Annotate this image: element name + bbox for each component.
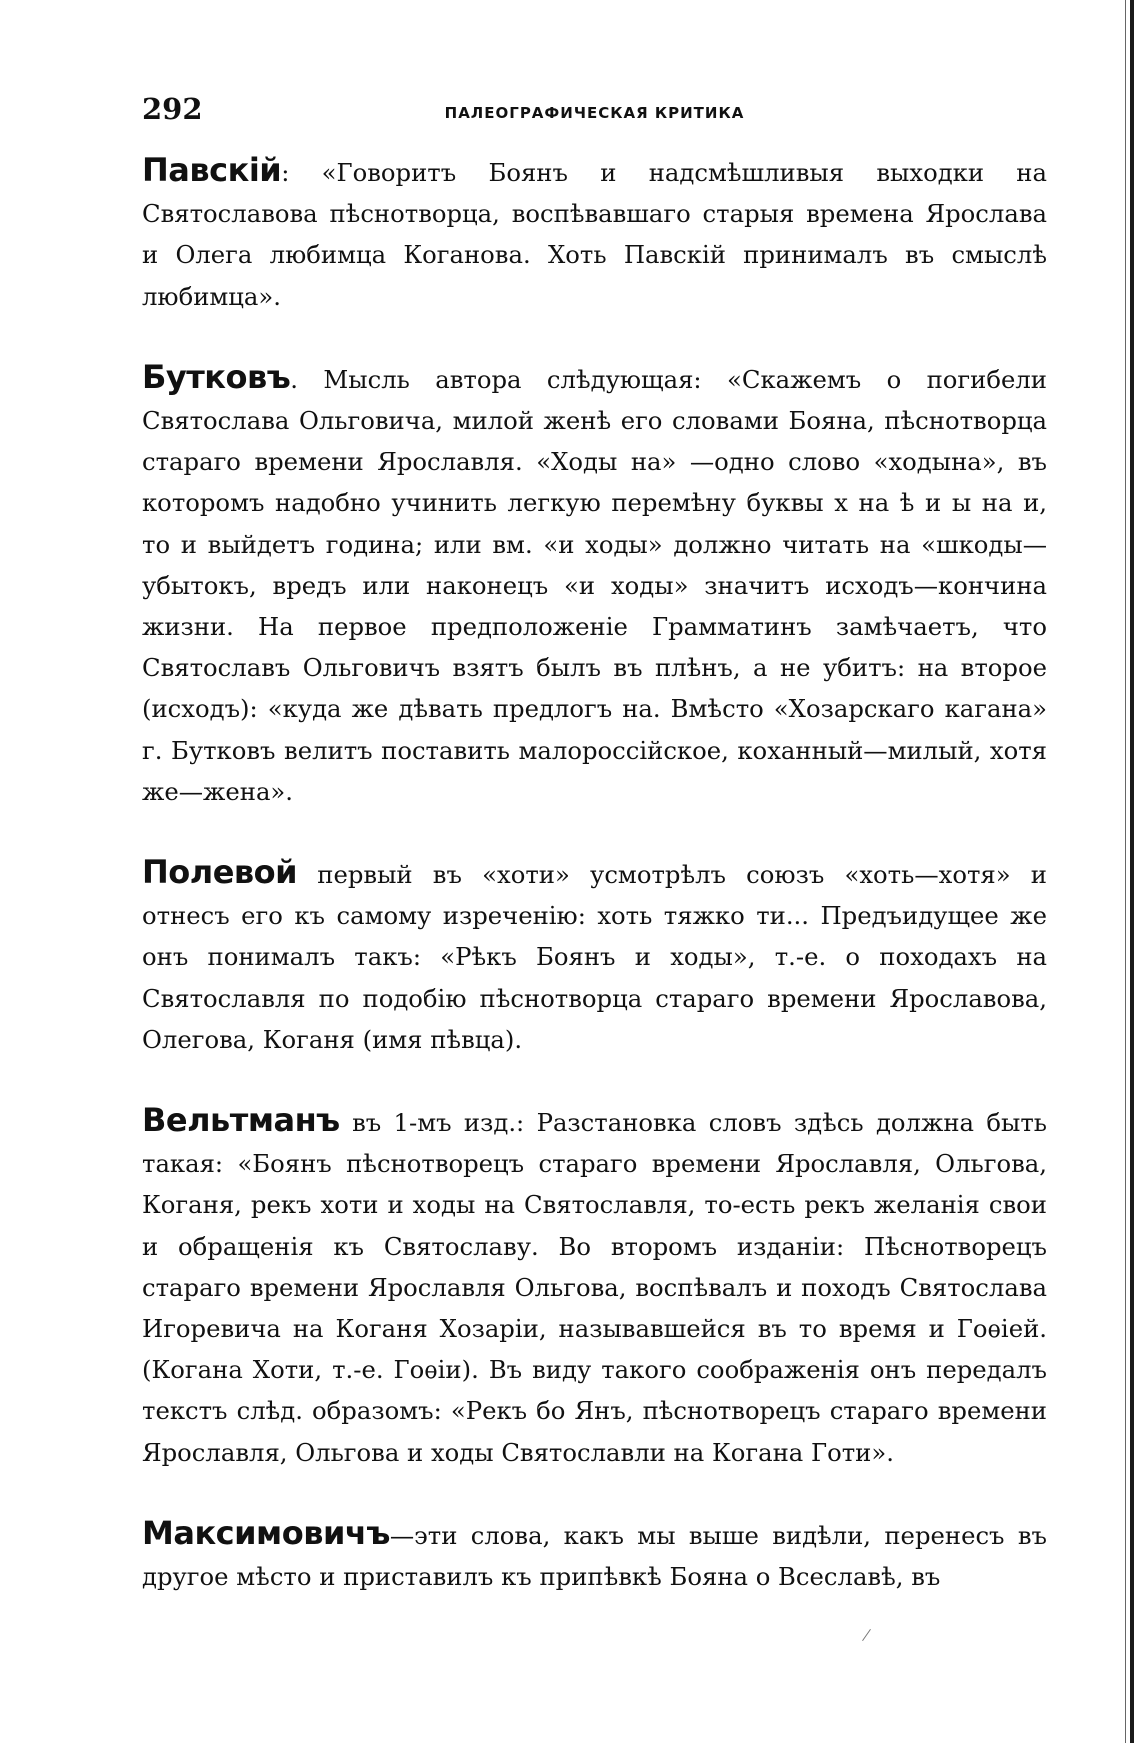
pencil-mark xyxy=(862,1629,871,1641)
author-name: Максимовичъ xyxy=(142,1513,390,1552)
page-body xyxy=(142,150,1047,1597)
paragraph-pavsky xyxy=(142,150,1047,317)
paragraph-text: въ 1-мъ изд.: Разстановка словъ здѣсь должна быть такая: «Боянъ пѣснотворецъ стараго времени Ярославля, Ольгова, Коганя, рекъ хоти и ходы на Святославля, то-есть рекъ желанія свои и обращенія къ Святославу. Во второмъ изданіи: Пѣснотворецъ стараго времени Ярославля Ольгова, воспѣвалъ и походъ Святослава Игоревича на Коганя Хозаріи, называвшейся въ то время и Гоѳіей. (Когана Хоти, т.-е. Гоѳіи). Въ виду такого соображенія онъ передалъ текстъ слѣд. образомъ: «Рекъ бо Янъ, пѣснотворецъ стараго времени Ярославля, Ольгова и ходы Святославли на Когана Готи». xyxy=(142,1108,1047,1467)
author-name: Полевой xyxy=(142,853,298,892)
page-header xyxy=(142,92,1047,132)
paragraph-text: : «Говоритъ Боянъ и надсмѣшливыя выходки на Святославова пѣснотворца, воспѣвавшаго старыя времена Ярослава и Олега любимца Коганова. Хоть Павскій принималъ въ смыслѣ любимца». xyxy=(142,158,1047,311)
author-name: Павскій xyxy=(142,151,282,189)
paragraph-polevoy xyxy=(142,852,1047,1060)
paragraph-text: первый въ «хоти» усмотрѣлъ союзъ «хоть—хотя» и отнесъ его къ самому изреченію: хоть тяжко ти... Предъидущее же онъ понималъ такъ: «Рѣкъ Боянъ и ходы», т.-е. о походахъ на Святославля по подобію пѣснотворца стараго времени Ярославова, Олегова, Коганя (имя пѣвца). xyxy=(142,860,1047,1054)
paragraph-butkov xyxy=(142,357,1047,812)
page-edge-shadow xyxy=(1125,0,1126,1743)
author-name: Бутковъ xyxy=(142,357,291,396)
paragraph-text: . Мысль автора слѣдующая: «Скажемъ о погибели Святослава Ольговича, милой женѣ его словами Бояна, пѣснотворца стараго времени Ярославля. «Ходы на» —одно слово «ходына», въ которомъ надобно учинить легкую перемѣну буквы х на ѣ и ы на и, то и выйдетъ година; или вм. «и ходы» должно читать на «шкоды— убытокъ, вредъ или наконецъ «и ходы» значитъ исходъ—кончина жизни. На первое предположеніе Грамматинъ замѣчаетъ, что Святославъ Ольговичъ взятъ былъ въ плѣнъ, а не убитъ: на второе (исходъ): «куда же дѣвать предлогъ на. Вмѣсто «Хозарскаго кагана» г. Бутковъ велитъ поставить малороссійское, коханный—милый, хотя же—жена». xyxy=(142,364,1047,806)
page-edge-line xyxy=(1130,0,1134,1743)
paragraph-veltman xyxy=(142,1100,1047,1473)
page-number: 292 xyxy=(142,92,203,126)
paragraph-text: —эти слова, какъ мы выше видѣли, перенесъ въ другое мѣсто и приставилъ къ припѣвкѣ Бояна о Всеславѣ, въ xyxy=(142,1520,1047,1592)
author-name: Вельтманъ xyxy=(142,1101,340,1140)
paragraph-maksimovich xyxy=(142,1513,1047,1597)
running-title: ПАЛЕОГРАФИЧЕСКАЯ КРИТИКА xyxy=(444,104,745,122)
